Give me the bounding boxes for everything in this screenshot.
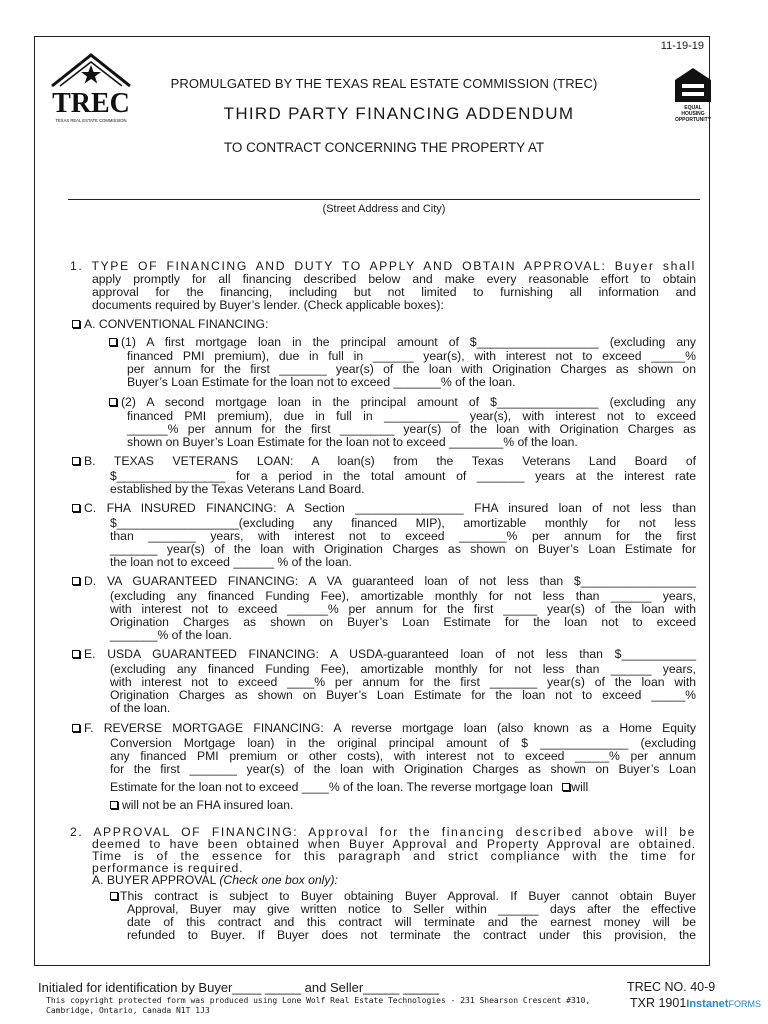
fha-will-checkbox[interactable] — [562, 783, 570, 791]
va-guaranteed-text: (excluding any financed Funding Fee), amortizable monthly for not less than ______ years, — [110, 589, 696, 603]
buyer-approval-text: Approval, Buyer may give written notice to Seller within ______ days after the effective — [127, 902, 696, 916]
second-mortgage-text: shown on Buyer’s Loan Estimate for the loan not to exceed ________% of the loan. — [127, 435, 578, 449]
form-date: 11-19-19 — [660, 40, 704, 52]
fha-insured-text: _______ year(s) of the loan with Origination Charges as shown on Buyer’s Loan Estimate for — [110, 542, 696, 556]
instanet-forms-logo: InstanetFORMS — [686, 998, 761, 1010]
fha-insured-text: the loan not to exceed ______ % of the loan. — [110, 555, 352, 569]
reverse-mortgage-text: Estimate for the loan not to exceed ____% of the loan. The reverse mortgage loan will — [110, 780, 589, 794]
reverse-mortgage-text: for the first _______ year(s) of the loan with Origination Charges as shown on Buyer’s Loan — [110, 762, 696, 776]
fha-will-not-option: will not be an FHA insured loan. — [110, 799, 293, 812]
buyer-approval-label: A. BUYER APPROVAL (Check one box only): — [92, 873, 338, 887]
svg-text:HOUSING: HOUSING — [681, 111, 705, 117]
first-mortgage-text: financed PMI premium), due in full in ______ year(s), with interest not to exceed _____% — [127, 349, 696, 363]
trec-form-number: TREC NO. 40-9 — [627, 980, 716, 994]
form-subtitle: TO CONTRACT CONCERNING THE PROPERTY AT — [223, 140, 545, 155]
svg-text:EQUAL: EQUAL — [684, 105, 702, 111]
usda-guaranteed-option: E. USDA GUARANTEED FINANCING: A USDA-guaranteed loan of not less than $___________ — [72, 648, 696, 661]
svg-text:TEXAS REAL ESTATE COMMISSION: TEXAS REAL ESTATE COMMISSION — [55, 118, 127, 123]
usda-guaranteed-text: of the loan. — [110, 701, 171, 715]
va-guaranteed-text: with interest not to exceed ______% per annum for the first _____ year(s) of the loan with — [110, 602, 696, 616]
second-mortgage-option: (2) A second mortgage loan in the principal amount of $_______________ (excluding any — [109, 396, 696, 409]
first-mortgage-text: per annum for the first _______ year(s) of the loan with Origination Charges as shown on — [127, 362, 696, 376]
svg-text:OPPORTUNITY: OPPORTUNITY — [674, 117, 712, 123]
conventional-financing-checkbox[interactable] — [72, 320, 80, 328]
texas-veterans-option: B. TEXAS VETERANS LOAN: A loan(s) from the Texas Veterans Land Board of — [72, 455, 696, 468]
buyer-approval-text: refunded to Buyer. If Buyer does not terminate the contract under this provision, the — [127, 928, 696, 942]
usda-guaranteed-text: Origination Charges as shown on Buyer’s Loan Estimate for the loan not to exceed _____% — [110, 688, 696, 702]
second-mortgage-text: ______% per annum for the first ________ year(s) of the loan with Origination Charges as — [127, 422, 696, 436]
initials-line: Initialed for identification by Buyer____ _____ and Seller_____ _____ — [38, 980, 440, 995]
texas-veterans-text: established by the Texas Veterans Land Board. — [110, 482, 365, 496]
buyer-approval-text: date of this contract and this contract will terminate and the earnest money will be — [127, 915, 696, 929]
section2-text: performance is required. — [92, 861, 244, 875]
reverse-mortgage-checkbox[interactable] — [72, 724, 80, 732]
buyer-approval-checkbox[interactable] — [110, 892, 118, 900]
section1-text: approval for the financing, including but not limited to furnishing all information and — [92, 285, 696, 299]
texas-veterans-text: $________________ for a period in the total amount of _______ years at the interest rate — [110, 469, 696, 483]
conventional-financing-option: A. CONVENTIONAL FINANCING: — [72, 318, 268, 331]
va-guaranteed-text: _______% of the loan. — [110, 628, 232, 642]
fha-will-not-checkbox[interactable] — [110, 801, 118, 809]
form-title: THIRD PARTY FINANCING ADDENDUM — [223, 104, 575, 123]
reverse-mortgage-option: F. REVERSE MORTGAGE FINANCING: A reverse mortgage loan (also known as a Home Equity — [72, 722, 696, 735]
section1-text: apply promptly for all financing described below and make every reasonable effort to obtain — [92, 272, 696, 286]
section1-text: documents required by Buyer’s lender. (Check applicable boxes): — [92, 298, 444, 312]
txr-form-number: TXR 1901InstanetFORMS — [630, 996, 761, 1010]
section2-heading: 2. APPROVAL OF FINANCING: Approval for the financing described above will be — [70, 825, 696, 839]
first-mortgage-text: Buyer’s Loan Estimate for the loan not to exceed _______% of the loan. — [127, 375, 516, 389]
promulgated-line: PROMULGATED BY THE TEXAS REAL ESTATE COMMISSION (TREC) — [170, 76, 598, 91]
fha-insured-text: $__________________(excluding any financed MIP), amortizable monthly for not less — [110, 516, 696, 530]
reverse-mortgage-text: Conversion Mortgage loan) in the original principal amount of $ _____________ (excluding — [110, 736, 696, 750]
first-mortgage-option: (1) A first mortgage loan in the principal amount of $__________________ (excluding any — [109, 336, 696, 349]
texas-veterans-checkbox[interactable] — [72, 457, 80, 465]
usda-guaranteed-text: with interest not to exceed ____% per annum for the first _______ year(s) of the loan with — [110, 675, 696, 689]
second-mortgage-text: financed PMI premium), due in full in ___________ year(s), with interest not to exceed — [127, 409, 696, 423]
svg-text:TREC: TREC — [52, 88, 130, 119]
section1-heading: 1. TYPE OF FINANCING AND DUTY TO APPLY AND OBTAIN APPROVAL: Buyer shall — [70, 259, 696, 273]
first-mortgage-checkbox[interactable] — [109, 338, 117, 346]
va-guaranteed-checkbox[interactable] — [72, 577, 80, 585]
reverse-mortgage-text: any financed PMI premium or other costs), with interest not to exceed _____% per annum — [110, 749, 696, 763]
fha-insured-text: than _______ years, with interest not to exceed _______% per annum for the first — [110, 529, 696, 543]
street-address-caption: (Street Address and City) — [322, 203, 446, 215]
section2-text: Time is of the essence for this paragraph and strict compliance with the time for — [92, 849, 696, 863]
fha-insured-checkbox[interactable] — [72, 504, 80, 512]
section2-text: deemed to have been obtained when Buyer Approval and Property Approval are obtained. — [92, 837, 696, 851]
fha-insured-option: C. FHA INSURED FINANCING: A Section ________________ FHA insured loan of not less than — [72, 502, 696, 515]
buyer-approval-option: This contract is subject to Buyer obtaining Buyer Approval. If Buyer cannot obtain Buyer — [110, 890, 696, 903]
second-mortgage-checkbox[interactable] — [109, 398, 117, 406]
usda-guaranteed-text: (excluding any financed Funding Fee), amortizable monthly for not less than ______ years, — [110, 662, 696, 676]
va-guaranteed-text: Origination Charges as shown on Buyer’s Loan Estimate for the loan not to exceed — [110, 615, 696, 629]
usda-guaranteed-checkbox[interactable] — [72, 650, 80, 658]
copyright-notice: This copyright protected form was produced using Lone Wolf Real Estate Technologies - 231 Shearson Crescent #310, Cambridge, Ontario, Canada N1T 1J3 — [46, 996, 591, 1015]
va-guaranteed-option: D. VA GUARANTEED FINANCING: A VA guaranteed loan of not less than $_________________ — [72, 575, 696, 588]
street-address-field[interactable] — [68, 199, 700, 200]
